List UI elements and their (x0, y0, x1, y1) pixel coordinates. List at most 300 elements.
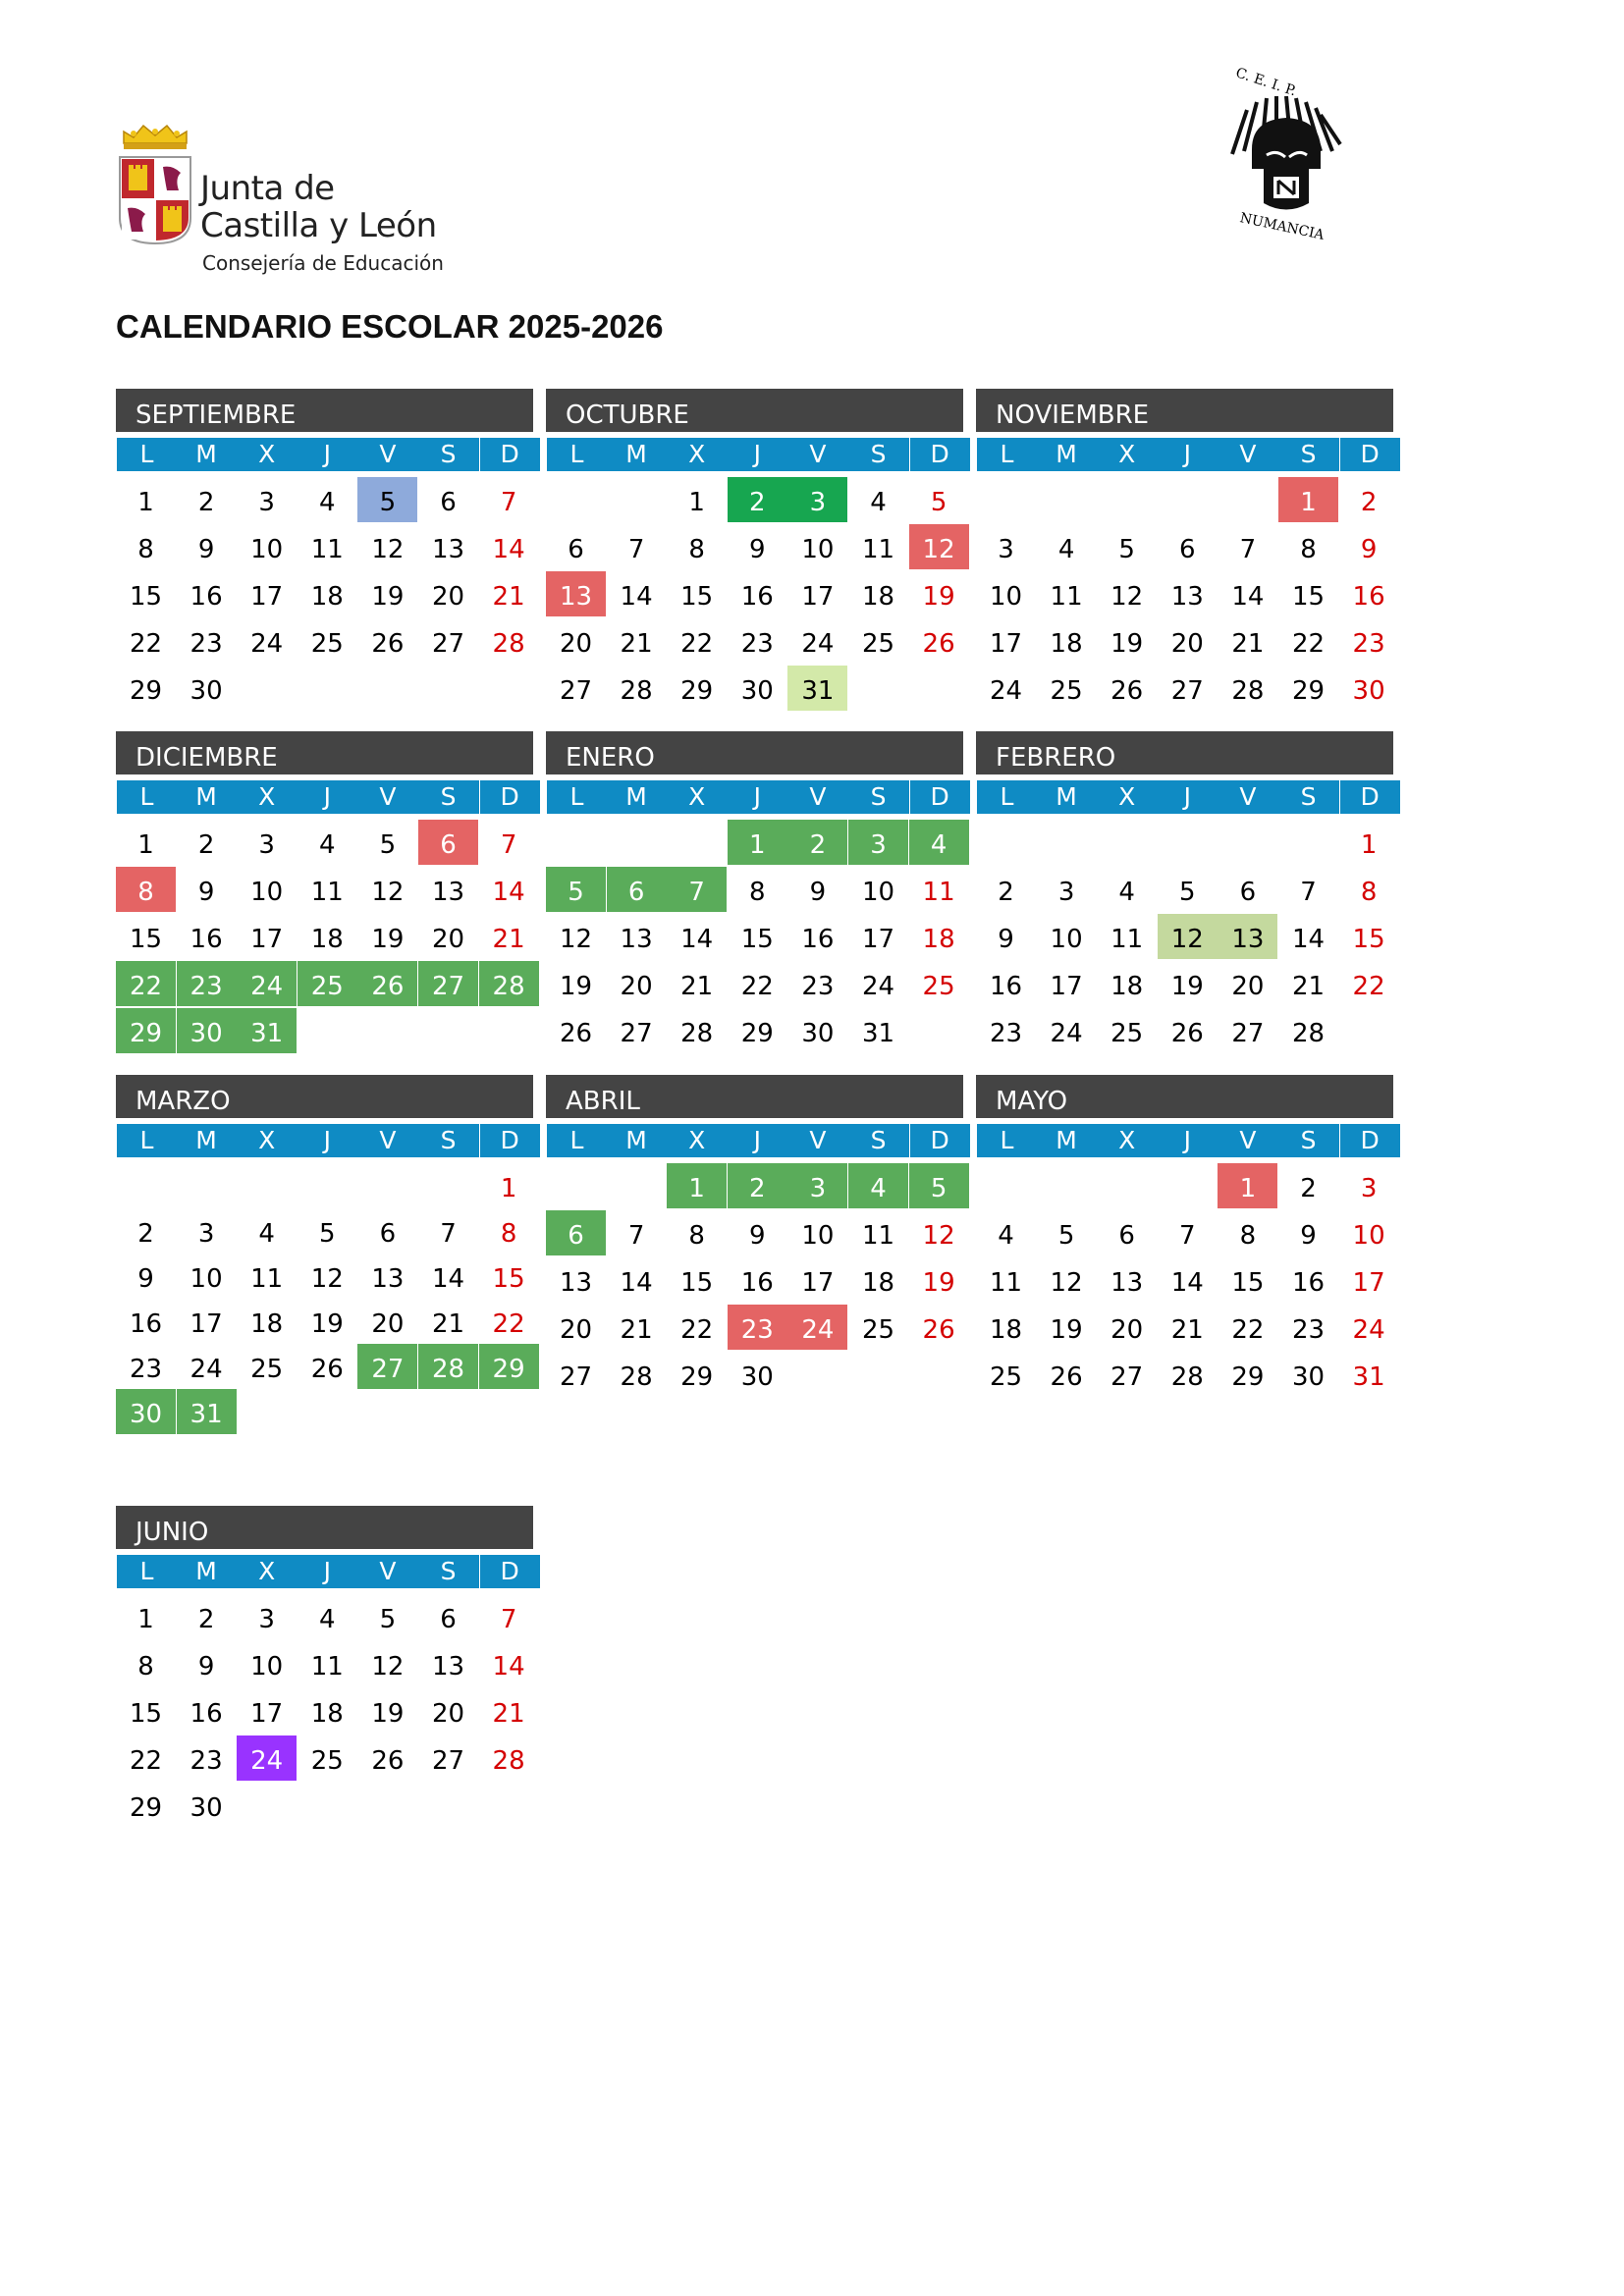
month-title: MAYO (976, 1075, 1393, 1118)
calendar-day: 28 (620, 676, 653, 706)
calendar-day: 15 (680, 582, 714, 612)
calendar-day: 25 (989, 1362, 1023, 1392)
weekday-label: S (870, 1126, 887, 1154)
weekday-label: M (1056, 440, 1077, 468)
calendar-day: 27 (431, 1746, 465, 1776)
calendar-day: 23 (189, 1746, 223, 1776)
calendar-day: 23 (189, 629, 223, 659)
calendar-day: 27 (357, 1344, 417, 1389)
calendar-day: 19 (1170, 972, 1204, 1001)
calendar-day: 29 (1231, 1362, 1265, 1392)
weekday-label: M (625, 1126, 647, 1154)
calendar-day: 18 (310, 1699, 344, 1729)
calendar-day: 17 (989, 629, 1023, 659)
calendar-day: 6 (1118, 1221, 1135, 1251)
calendar-day: 26 (357, 961, 417, 1006)
weekday-label: M (195, 1126, 217, 1154)
calendar-day: 23 (801, 972, 835, 1001)
calendar-day: 29 (740, 1019, 774, 1048)
coat-of-arms-icon (116, 122, 194, 249)
calendar-day: 9 (1360, 535, 1378, 564)
calendar-day: 23 (1291, 1315, 1326, 1345)
calendar-day: 7 (440, 1219, 457, 1249)
calendar-day: 14 (1231, 582, 1265, 612)
calendar-day: 5 (357, 477, 417, 522)
calendar-day: 1 (688, 488, 705, 517)
calendar-day: 19 (922, 582, 955, 612)
calendar-day: 26 (371, 1746, 405, 1776)
calendar-day: 11 (922, 878, 955, 907)
calendar-day: 7 (1179, 1221, 1196, 1251)
calendar-day: 23 (129, 1355, 163, 1384)
calendar-day: 9 (749, 1221, 766, 1251)
ceip-numancia-logo (1222, 61, 1350, 243)
calendar-day: 11 (310, 1652, 344, 1682)
calendar-day: 8 (1360, 878, 1378, 907)
weekday-label: J (1183, 1126, 1191, 1154)
logo-department: Consejería de Educación (202, 251, 444, 275)
calendar-day: 2 (787, 820, 847, 865)
calendar-day: 10 (989, 582, 1023, 612)
calendar-day: 20 (431, 582, 465, 612)
calendar-day: 30 (1291, 1362, 1326, 1392)
calendar-day: 12 (371, 1652, 405, 1682)
calendar-day: 1 (137, 1605, 154, 1634)
weekday-label: J (323, 1126, 331, 1154)
calendar-day: 1 (1218, 1163, 1277, 1208)
weekday-label: J (1183, 782, 1191, 811)
weekday-label: L (546, 1124, 607, 1157)
calendar-day: 15 (1231, 1268, 1265, 1298)
calendar-day: 27 (1231, 1019, 1265, 1048)
calendar-day: 2 (1360, 488, 1378, 517)
calendar-day: 25 (298, 961, 357, 1006)
calendar-day: 19 (371, 582, 405, 612)
calendar-day: 27 (431, 629, 465, 659)
calendar-day: 22 (1352, 972, 1385, 1001)
calendar-day: 23 (177, 961, 237, 1006)
calendar-day: 20 (371, 1309, 405, 1339)
calendar-day: 25 (861, 1315, 895, 1345)
calendar-day: 25 (250, 1355, 284, 1384)
calendar-day: 12 (922, 1221, 955, 1251)
calendar-day: 15 (740, 925, 774, 954)
calendar-day: 24 (787, 1305, 847, 1350)
calendar-day: 17 (250, 925, 284, 954)
calendar-day: 16 (989, 972, 1023, 1001)
calendar-day: 23 (740, 629, 774, 659)
calendar-day: 15 (492, 1264, 525, 1294)
weekday-label: J (753, 440, 761, 468)
calendar-day: 14 (620, 582, 653, 612)
calendar-day: 24 (237, 1735, 297, 1781)
calendar-day: 29 (680, 1362, 714, 1392)
weekday-label: D (1339, 438, 1400, 471)
calendar-day: 25 (1050, 676, 1083, 706)
calendar-day: 18 (922, 925, 955, 954)
calendar-day: 10 (250, 1652, 284, 1682)
calendar-day: 8 (1300, 535, 1317, 564)
calendar-day: 3 (258, 488, 275, 517)
calendar-day: 3 (998, 535, 1014, 564)
calendar-day: 6 (440, 1605, 457, 1634)
calendar-day: 22 (116, 961, 176, 1006)
calendar-day: 22 (740, 972, 774, 1001)
weekday-label: D (909, 438, 970, 471)
month-title: SEPTIEMBRE (116, 389, 533, 432)
calendar-day: 9 (197, 1652, 215, 1682)
calendar-day: 9 (809, 878, 827, 907)
calendar-day: 24 (237, 961, 297, 1006)
calendar-day: 4 (319, 488, 336, 517)
calendar-day: 20 (559, 629, 593, 659)
weekday-label: L (976, 1124, 1037, 1157)
calendar-day: 6 (568, 535, 584, 564)
calendar-day: 17 (1352, 1268, 1385, 1298)
calendar-day: 21 (680, 972, 714, 1001)
month-title: FEBRERO (976, 731, 1393, 774)
calendar-day: 30 (740, 1362, 774, 1392)
calendar-day: 28 (479, 961, 539, 1006)
calendar-day: 19 (922, 1268, 955, 1298)
calendar-day: 28 (1291, 1019, 1326, 1048)
calendar-day: 7 (500, 488, 517, 517)
calendar-day: 2 (197, 1605, 215, 1634)
calendar-day: 30 (801, 1019, 835, 1048)
calendar-day: 7 (1300, 878, 1317, 907)
calendar-day: 4 (1118, 878, 1135, 907)
calendar-day: 6 (440, 488, 457, 517)
calendar-day: 15 (129, 582, 163, 612)
weekday-bar (976, 438, 1400, 471)
weekday-label: V (1239, 1126, 1257, 1154)
calendar-day: 22 (1231, 1315, 1265, 1345)
calendar-day: 7 (1239, 535, 1257, 564)
weekday-label: V (379, 782, 397, 811)
weekday-label: S (1300, 782, 1317, 811)
calendar-day: 21 (620, 1315, 653, 1345)
calendar-day: 31 (861, 1019, 895, 1048)
calendar-day: 20 (620, 972, 653, 1001)
calendar-day: 18 (310, 582, 344, 612)
calendar-day: 29 (1291, 676, 1326, 706)
calendar-day: 14 (1291, 925, 1326, 954)
calendar-day: 8 (116, 867, 176, 912)
weekday-bar (976, 1124, 1400, 1157)
calendar-day: 19 (371, 1699, 405, 1729)
calendar-day: 7 (627, 535, 645, 564)
weekday-label: M (195, 440, 217, 468)
weekday-label: D (909, 780, 970, 814)
calendar-day: 16 (1352, 582, 1385, 612)
calendar-day: 14 (431, 1264, 465, 1294)
calendar-day: 9 (998, 925, 1014, 954)
calendar-day: 2 (137, 1219, 154, 1249)
calendar-day: 20 (1110, 1315, 1144, 1345)
calendar-day: 2 (197, 488, 215, 517)
calendar-day: 22 (129, 629, 163, 659)
weekday-label: V (1239, 440, 1257, 468)
junta-castilla-leon-logo (116, 122, 479, 279)
weekday-label: V (379, 440, 397, 468)
weekday-label: S (1300, 440, 1317, 468)
calendar-day: 1 (728, 820, 787, 865)
month-title: JUNIO (116, 1506, 533, 1549)
month-junio (116, 1506, 540, 1840)
calendar-day: 7 (500, 1605, 517, 1634)
calendar-day: 26 (1170, 1019, 1204, 1048)
calendar-day: 12 (1110, 582, 1144, 612)
calendar-day: 17 (1050, 972, 1083, 1001)
weekday-label: X (258, 782, 276, 811)
calendar-day: 5 (1118, 535, 1135, 564)
calendar-day: 2 (197, 830, 215, 860)
month-marzo (116, 1075, 540, 1429)
month-title: ABRIL (546, 1075, 963, 1118)
calendar-day: 23 (989, 1019, 1023, 1048)
calendar-day: 6 (1239, 878, 1257, 907)
logo-line-2: Castilla y León (200, 206, 437, 245)
calendar-day: 19 (1110, 629, 1144, 659)
weekday-bar (976, 780, 1400, 814)
calendar-day: 13 (1170, 582, 1204, 612)
calendar-day: 16 (189, 925, 223, 954)
calendar-day: 29 (680, 676, 714, 706)
calendar-day: 4 (848, 1163, 908, 1208)
weekday-label: S (1300, 1126, 1317, 1154)
calendar-day: 3 (1360, 1174, 1378, 1203)
weekday-bar (546, 1124, 970, 1157)
weekday-label: L (546, 438, 607, 471)
calendar-day: 6 (418, 820, 478, 865)
calendar-day: 9 (749, 535, 766, 564)
calendar-day: 15 (1291, 582, 1326, 612)
calendar-day: 16 (1291, 1268, 1326, 1298)
school-logo-bottom-text: NUMANCIA (1238, 210, 1326, 243)
calendar-day: 28 (492, 1746, 525, 1776)
month-septiembre (116, 389, 540, 722)
calendar-day: 7 (627, 1221, 645, 1251)
weekday-label: S (440, 440, 457, 468)
calendar-day: 14 (620, 1268, 653, 1298)
calendar-day: 4 (909, 820, 969, 865)
weekday-label: X (1118, 782, 1136, 811)
calendar-day: 10 (250, 878, 284, 907)
calendar-day: 31 (237, 1008, 297, 1053)
weekday-label: J (323, 1557, 331, 1585)
calendar-day: 20 (1231, 972, 1265, 1001)
calendar-day: 4 (258, 1219, 275, 1249)
weekday-label: X (1118, 1126, 1136, 1154)
weekday-label: D (479, 1124, 540, 1157)
month-abril (546, 1075, 970, 1409)
calendar-day: 18 (989, 1315, 1023, 1345)
calendar-day: 29 (129, 676, 163, 706)
calendar-day: 10 (801, 1221, 835, 1251)
calendar-day: 5 (1057, 1221, 1075, 1251)
weekday-label: M (625, 782, 647, 811)
calendar-day: 22 (680, 629, 714, 659)
weekday-label: J (753, 782, 761, 811)
calendar-day: 11 (1110, 925, 1144, 954)
logo-line-1: Junta de (200, 169, 335, 208)
calendar-day: 4 (870, 488, 887, 517)
calendar-day: 28 (1170, 1362, 1204, 1392)
weekday-label: L (116, 780, 177, 814)
calendar-day: 21 (492, 925, 525, 954)
calendar-day: 10 (189, 1264, 223, 1294)
month-title: NOVIEMBRE (976, 389, 1393, 432)
calendar-day: 13 (431, 878, 465, 907)
calendar-day: 9 (197, 535, 215, 564)
calendar-day: 5 (909, 1163, 969, 1208)
weekday-label: X (1118, 440, 1136, 468)
weekday-label: S (870, 782, 887, 811)
calendar-day: 21 (620, 629, 653, 659)
weekday-label: J (1183, 440, 1191, 468)
weekday-label: V (809, 440, 827, 468)
weekday-label: X (258, 1126, 276, 1154)
weekday-label: S (440, 1126, 457, 1154)
month-noviembre (976, 389, 1400, 722)
month-febrero (976, 731, 1400, 1065)
weekday-label: V (1239, 782, 1257, 811)
calendar-day: 14 (492, 535, 525, 564)
weekday-label: S (440, 782, 457, 811)
calendar-day: 15 (129, 1699, 163, 1729)
calendar-day: 20 (431, 925, 465, 954)
weekday-label: J (323, 782, 331, 811)
month-title: DICIEMBRE (116, 731, 533, 774)
calendar-day: 24 (1352, 1315, 1385, 1345)
weekday-label: S (440, 1557, 457, 1585)
calendar-day: 2 (1300, 1174, 1317, 1203)
weekday-label: L (116, 438, 177, 471)
weekday-label: X (688, 1126, 706, 1154)
month-title: ENERO (546, 731, 963, 774)
calendar-day: 17 (801, 582, 835, 612)
calendar-day: 17 (801, 1268, 835, 1298)
calendar-day: 12 (1158, 914, 1218, 959)
calendar-day: 24 (1050, 1019, 1083, 1048)
calendar-day: 5 (546, 867, 606, 912)
calendar-day: 7 (667, 867, 727, 912)
calendar-day: 13 (546, 571, 606, 616)
calendar-day: 15 (129, 925, 163, 954)
calendar-day: 18 (1110, 972, 1144, 1001)
calendar-day: 11 (1050, 582, 1083, 612)
calendar-day: 20 (559, 1315, 593, 1345)
calendar-day: 8 (688, 1221, 705, 1251)
calendar-day: 21 (492, 582, 525, 612)
calendar-day: 4 (319, 1605, 336, 1634)
calendar-day: 16 (740, 1268, 774, 1298)
weekday-label: D (479, 438, 540, 471)
weekday-label: M (195, 782, 217, 811)
calendar-day: 24 (250, 629, 284, 659)
calendar-day: 26 (922, 1315, 955, 1345)
calendar-day: 17 (861, 925, 895, 954)
calendar-day: 1 (667, 1163, 727, 1208)
weekday-label: V (379, 1126, 397, 1154)
calendar-day: 18 (1050, 629, 1083, 659)
calendar-day: 6 (546, 1210, 606, 1255)
calendar-day: 8 (137, 1652, 154, 1682)
calendar-day: 8 (137, 535, 154, 564)
calendar-day: 11 (310, 878, 344, 907)
calendar-day: 15 (1352, 925, 1385, 954)
weekday-label: M (1056, 782, 1077, 811)
calendar-day: 1 (1360, 830, 1378, 860)
calendar-day: 21 (1170, 1315, 1204, 1345)
calendar-day: 27 (1110, 1362, 1144, 1392)
calendar-day: 19 (1050, 1315, 1083, 1345)
calendar-day: 11 (861, 1221, 895, 1251)
calendar-day: 23 (728, 1305, 787, 1350)
calendar-day: 3 (258, 830, 275, 860)
calendar-day: 12 (371, 878, 405, 907)
calendar-day: 26 (1050, 1362, 1083, 1392)
calendar-day: 22 (680, 1315, 714, 1345)
calendar-day: 1 (1278, 477, 1338, 522)
calendar-day: 1 (137, 488, 154, 517)
month-octubre (546, 389, 970, 722)
calendar-day: 11 (250, 1264, 284, 1294)
calendar-day: 30 (116, 1389, 176, 1434)
calendar-day: 7 (500, 830, 517, 860)
calendar-day: 13 (371, 1264, 405, 1294)
weekday-label: D (909, 1124, 970, 1157)
calendar-day: 10 (1352, 1221, 1385, 1251)
weekday-label: M (1056, 1126, 1077, 1154)
calendar-day: 11 (989, 1268, 1023, 1298)
weekday-label: L (976, 438, 1037, 471)
calendar-day: 31 (177, 1389, 237, 1434)
calendar-day: 13 (620, 925, 653, 954)
calendar-day: 2 (998, 878, 1014, 907)
calendar-day: 19 (559, 972, 593, 1001)
weekday-label: L (116, 1555, 177, 1588)
weekday-bar (546, 780, 970, 814)
calendar-day: 10 (801, 535, 835, 564)
calendar-day: 26 (559, 1019, 593, 1048)
calendar-day: 6 (607, 867, 667, 912)
calendar-day: 5 (1179, 878, 1196, 907)
calendar-day: 4 (1057, 535, 1075, 564)
calendar-day: 25 (1110, 1019, 1144, 1048)
calendar-day: 21 (1291, 972, 1326, 1001)
calendar-day: 24 (801, 629, 835, 659)
weekday-label: V (379, 1557, 397, 1585)
weekday-label: V (809, 782, 827, 811)
calendar-day: 27 (559, 676, 593, 706)
calendar-day: 30 (177, 1008, 237, 1053)
calendar-day: 5 (379, 830, 397, 860)
calendar-day: 3 (1057, 878, 1075, 907)
calendar-day: 8 (749, 878, 766, 907)
calendar-day: 5 (930, 488, 947, 517)
calendar-day: 22 (129, 1746, 163, 1776)
calendar-day: 28 (492, 629, 525, 659)
calendar-day: 3 (787, 1163, 847, 1208)
calendar-day: 9 (137, 1264, 154, 1294)
calendar-day: 8 (1239, 1221, 1257, 1251)
calendar-day: 12 (559, 925, 593, 954)
calendar-day: 22 (1291, 629, 1326, 659)
weekday-label: M (195, 1557, 217, 1585)
calendar-day: 16 (129, 1309, 163, 1339)
month-title: MARZO (116, 1075, 533, 1118)
